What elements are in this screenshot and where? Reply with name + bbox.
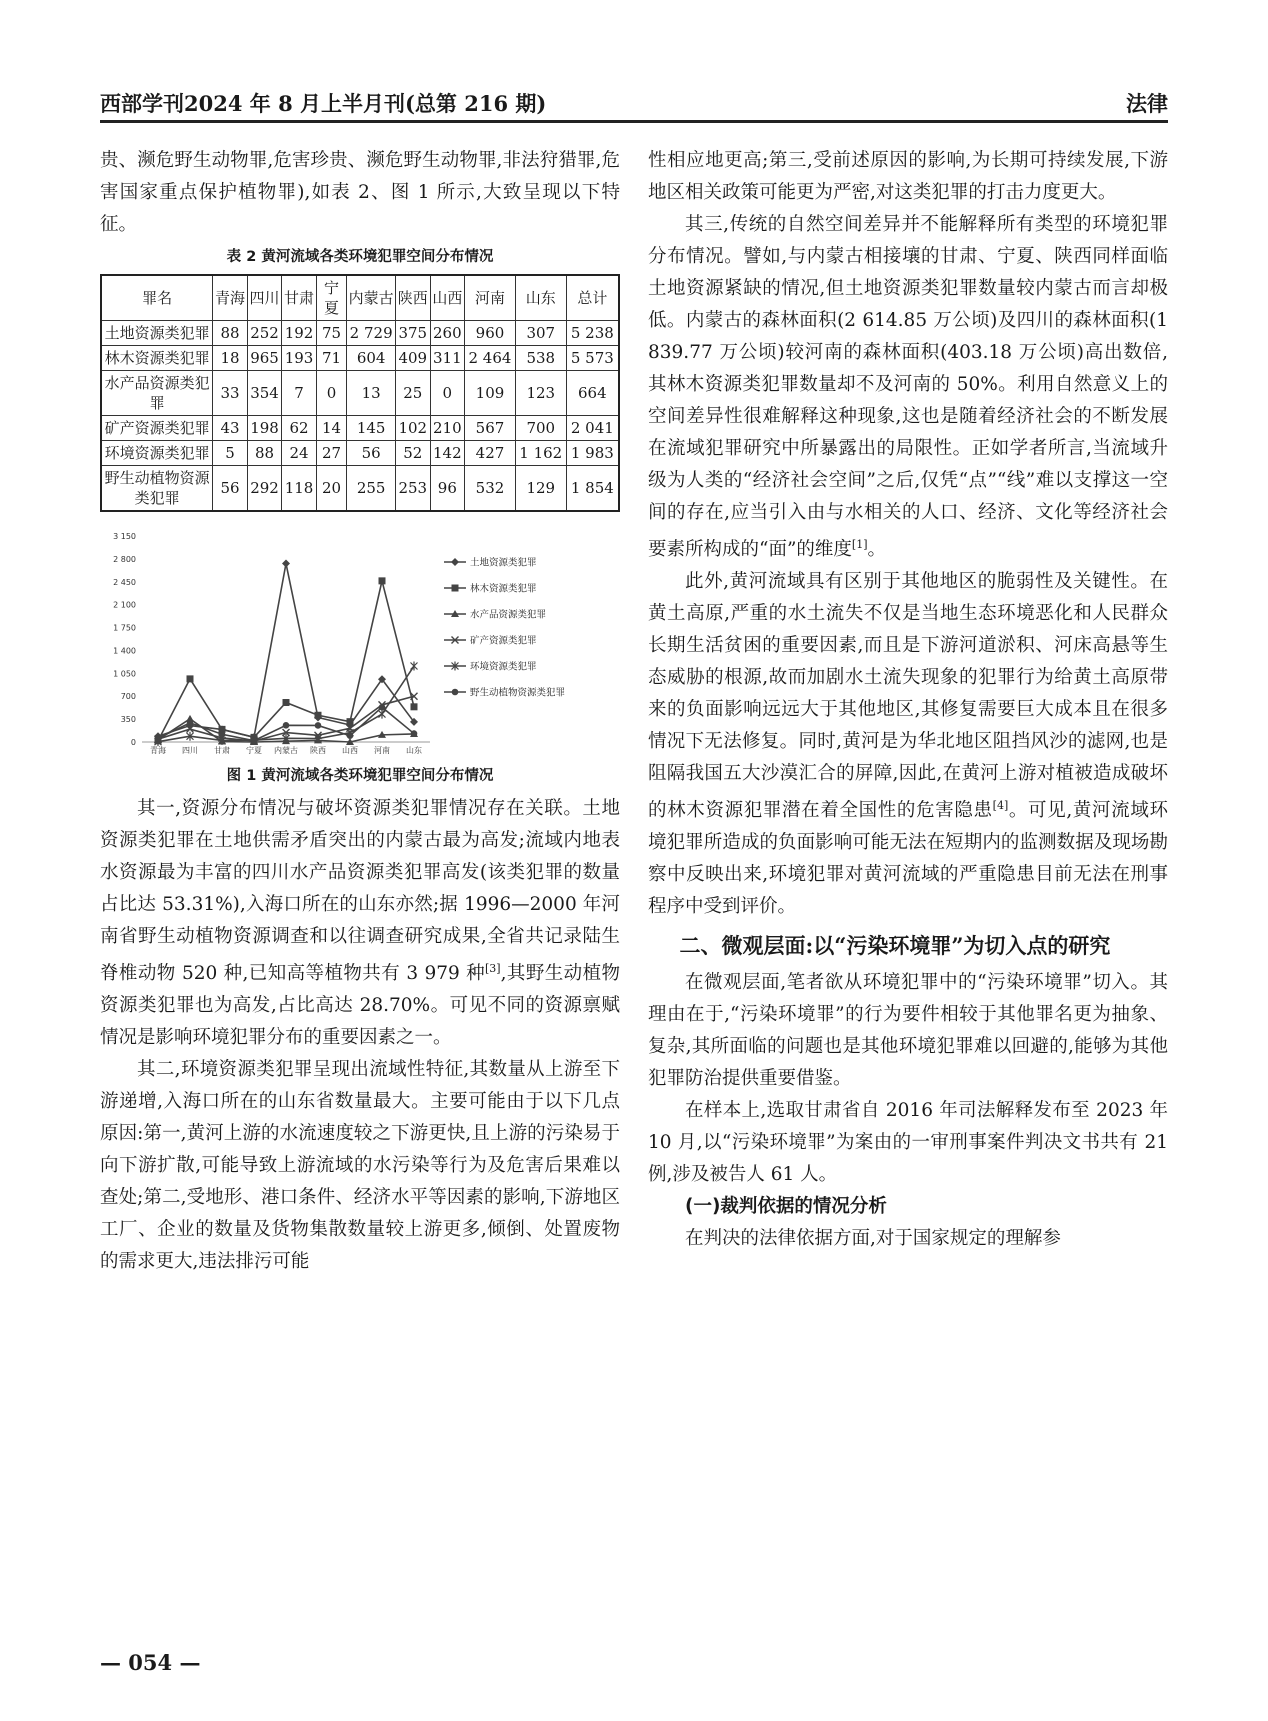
table-row — [101, 321, 619, 346]
right-paragraph-3: 在微观层面,笔者欲从环境犯罪中的“污染环境罪”切入。其理由在于,“污染环境罪”的行为要件相较于其他罪名更为抽象、复杂,其所面临的问题也是其他环境犯罪难以回避的,能够为其他犯罪防治提供重要借鉴。 — [648, 972, 1168, 1090]
table-row — [101, 466, 619, 512]
table-cell: 27 — [316, 441, 346, 466]
x-tick-label: 山西 — [342, 746, 358, 755]
citation-1: [1] — [851, 538, 868, 551]
table-cell: 56 — [213, 466, 248, 512]
table-cell: 71 — [316, 346, 346, 371]
table-cell: 375 — [396, 321, 431, 346]
table-cell: 13 — [347, 371, 396, 416]
y-tick-label: 1 050 — [113, 669, 136, 679]
table-header-cell: 河南 — [465, 275, 516, 321]
table-cell: 260 — [430, 321, 465, 346]
table-row — [101, 371, 619, 416]
table-cell: 664 — [566, 371, 619, 416]
right-paragraph-1-tail: 。 — [867, 539, 887, 561]
header-rule — [100, 120, 1168, 123]
table-cell: 0 — [430, 371, 465, 416]
table-cell: 56 — [347, 441, 396, 466]
table-cell: 700 — [515, 416, 566, 441]
table-header-cell: 甘肃 — [282, 275, 317, 321]
citation-3: [3] — [485, 962, 501, 975]
table-header-cell: 内蒙古 — [347, 275, 396, 321]
table-cell: 18 — [213, 346, 248, 371]
data-point — [347, 732, 354, 739]
data-point — [379, 704, 386, 711]
table-row — [101, 441, 619, 466]
table-cell: 75 — [316, 321, 346, 346]
row-label-cell: 矿产资源类犯罪 — [101, 416, 213, 441]
x-tick-label: 内蒙古 — [274, 746, 298, 755]
data-point — [283, 699, 290, 706]
crime-table — [100, 274, 620, 512]
data-point — [315, 712, 322, 719]
data-point — [411, 703, 418, 710]
data-point — [379, 577, 386, 584]
table-cell: 5 573 — [566, 346, 619, 371]
right-paragraph-2-tail: 。可见,黄河流域环境犯罪所造成的负面影响可能无法在短期内的监测数据及现场勘察中反映出来,环境犯罪对黄河流域的严重隐患目前无法在刑事程序中受到评价。 — [648, 800, 1168, 918]
data-point — [411, 662, 418, 671]
table-cell: 538 — [515, 346, 566, 371]
y-tick-label: 700 — [120, 692, 136, 702]
right-paragraph-2-text: 此外,黄河流域具有区别于其他地区的脆弱性及关键性。在黄土高原,严重的水土流失不仅是当地生态环境恶化和人民群众长期生活贫困的重要因素,而且是下游河道淤积、河床高悬等生态威胁的根源,故而加剧水土流失现象的犯罪行为给黄土高原带来的负面影响远远大于其他地区,其修复需要巨大成本且在很多情况下无法修复。同时,黄河是为华北地区阻挡风沙的滤网,也是阻隔我国五大沙漠汇合的屏障,因此,在黄河上游对植被造成破坏的林木资源犯罪潜在着全国性的危害隐患 — [648, 571, 1168, 822]
left-column — [100, 145, 620, 1278]
table-header-cell: 山西 — [430, 275, 465, 321]
table-cell: 252 — [247, 321, 282, 346]
table-cell: 192 — [282, 321, 317, 346]
journal-title: 西部学刊2024 年 8 月上半月刊(总第 216 期) — [100, 91, 547, 116]
table-cell: 307 — [515, 321, 566, 346]
legend-label: 环境资源类犯罪 — [470, 661, 537, 673]
section-label: 法律 — [1126, 91, 1168, 116]
table-cell: 255 — [347, 466, 396, 512]
data-point — [251, 737, 258, 744]
data-point — [379, 710, 386, 719]
row-label-cell: 环境资源类犯罪 — [101, 441, 213, 466]
table-cell: 142 — [430, 441, 465, 466]
table-cell: 2 729 — [347, 321, 396, 346]
table-cell: 193 — [282, 346, 317, 371]
table-cell: 129 — [515, 466, 566, 512]
table-cell: 427 — [465, 441, 516, 466]
table-header-cell: 青海 — [213, 275, 248, 321]
table-cell: 88 — [247, 441, 282, 466]
data-point — [187, 675, 194, 682]
legend-label: 水产品资源类犯罪 — [470, 609, 547, 621]
table-header-cell: 总计 — [566, 275, 619, 321]
table-cell: 118 — [282, 466, 317, 512]
section-heading: 二、微观层面:以“污染环境罪”为切入点的研究 — [679, 933, 1111, 959]
page-number: — 054 — — [100, 1650, 201, 1675]
right-paragraph-5: 在判决的法律依据方面,对于国家规定的理解参 — [685, 1228, 1061, 1250]
x-tick-label: 四川 — [182, 746, 198, 755]
table-cell: 1 854 — [566, 466, 619, 512]
table-cell: 604 — [347, 346, 396, 371]
y-tick-label: 3 150 — [113, 532, 136, 541]
left-paragraph-1 — [100, 793, 620, 1054]
table-cell: 1 162 — [515, 441, 566, 466]
series-line — [158, 564, 414, 738]
table-cell: 2 041 — [566, 416, 619, 441]
y-tick-label: 0 — [130, 738, 136, 747]
table-cell: 532 — [465, 466, 516, 512]
left-paragraph-0: 贵、濒危野生动物罪,危害珍贵、濒危野生动物罪,非法狩猎罪,危害国家重点保护植物罪),如表 2、图 1 所示,大致呈现以下特征。 — [100, 150, 620, 235]
table-cell: 20 — [316, 466, 346, 512]
series-line — [158, 581, 414, 741]
table-cell: 2 464 — [465, 346, 516, 371]
table-cell: 253 — [396, 466, 431, 512]
y-tick-label: 2 100 — [113, 600, 136, 610]
left-paragraph-2: 其二,环境资源类犯罪呈现出流域性特征,其数量从上游至下游递增,入海口所在的山东省数量最大。主要可能由于以下几点原因:第一,黄河上游的水流速度较之下游更快,且上游的污染易于向下游扩散,可能导致上游流域的水污染等行为及危害后果难以查处;第二,受地形、港口条件、经济水平等因素的影响,下游地区工厂、企业的数量及货物集散数量较上游更多,倾倒、处置废物的需求更大,违法排污可能 — [100, 1059, 620, 1273]
data-point — [187, 720, 194, 727]
table-cell: 96 — [430, 466, 465, 512]
table-cell: 5 — [213, 441, 248, 466]
citation-4: [4] — [992, 799, 1009, 813]
table-header-cell: 陕西 — [396, 275, 431, 321]
legend-label: 野生动植物资源类犯罪 — [470, 687, 566, 699]
table-cell: 409 — [396, 346, 431, 371]
table-cell: 109 — [465, 371, 516, 416]
table-cell: 52 — [396, 441, 431, 466]
right-paragraph-0: 性相应地更高;第三,受前述原因的影响,为长期可持续发展,下游地区相关政策可能更为严密,对这类犯罪的打击力度更大。 — [648, 150, 1168, 203]
table-cell: 123 — [515, 371, 566, 416]
legend-marker — [452, 585, 459, 592]
right-paragraph-2 — [648, 566, 1168, 923]
y-tick-label: 2 450 — [113, 577, 136, 587]
table-header-cell: 四川 — [247, 275, 282, 321]
row-label-cell: 土地资源类犯罪 — [101, 321, 213, 346]
table-cell: 960 — [465, 321, 516, 346]
x-tick-label: 陕西 — [310, 746, 326, 755]
table-header-cell: 山东 — [515, 275, 566, 321]
legend-marker — [451, 558, 459, 566]
table-cell: 102 — [396, 416, 431, 441]
x-tick-label: 宁夏 — [246, 746, 262, 755]
table-header-cell: 罪名 — [101, 275, 213, 321]
table-cell: 33 — [213, 371, 248, 416]
legend-marker — [452, 689, 459, 696]
table-cell: 1 983 — [566, 441, 619, 466]
figure-1 — [100, 522, 620, 760]
right-paragraph-4: 在样本上,选取甘肃省自 2016 年司法解释发布至 2023 年 10 月,以“污染环境罪”为案由的一审刑事案件判决文书共有 21 例,涉及被告人 61 人。 — [648, 1100, 1168, 1186]
table-cell: 25 — [396, 371, 431, 416]
right-paragraph-1-text: 其三,传统的自然空间差异并不能解释所有类型的环境犯罪分布情况。譬如,与内蒙古相接壤的甘肃、宁夏、陕西同样面临土地资源紧缺的情况,但土地资源类犯罪数量较内蒙古而言却极低。内蒙古的森林面积(2 614.85 万公顷)及四川的森林面积(1 839.77 万公顷)较河南的森林面积(403.18 万公顷)高出数倍,其林木资源类犯罪数量却不及河南的 50%。利用自然意义上的空间差异性很难解释这种现象,这也是随着经济社会的不断发展在流域犯罪研究中所暴露出的局限性。正如学者所言,当流域升级为人类的“经济社会空间”之后,仅凭“点”“线”难以支撑这一空间的存在,应当引入由与水相关的人口、经济、文化等经济社会要素所构成的“面”的维度 — [648, 214, 1168, 561]
data-point — [315, 722, 322, 729]
data-point — [411, 730, 418, 737]
subsection-heading: (一)裁判依据的情况分析 — [685, 1196, 887, 1218]
table-cell: 198 — [247, 416, 282, 441]
table-cell: 292 — [247, 466, 282, 512]
left-paragraph-1-text: 其一,资源分布情况与破坏资源类犯罪情况存在关联。土地资源类犯罪在土地供需矛盾突出的内蒙古最为高发;流域内地表水资源最为丰富的四川水产品资源类犯罪高发(该类犯罪的数量占比达 53.31%),入海口所在的山东亦然;据 1996—2000 年河南省野生动植物资源调查和以往调查研究成果,全省共记录陆生脊椎动物 520 种,已知高等植物共有 3 979 种 — [100, 798, 620, 985]
legend-label: 矿产资源类犯罪 — [470, 635, 537, 647]
right-paragraph-1 — [648, 209, 1168, 566]
legend-label: 林木资源类犯罪 — [470, 583, 537, 595]
x-tick-label: 甘肃 — [214, 746, 230, 755]
table-cell: 5 238 — [566, 321, 619, 346]
figure-caption: 图 1 黄河流域各类环境犯罪空间分布情况 — [226, 768, 494, 784]
table-cell: 567 — [465, 416, 516, 441]
data-point — [283, 722, 290, 729]
x-tick-label: 青海 — [150, 746, 166, 755]
table-cell: 965 — [247, 346, 282, 371]
data-point — [347, 718, 354, 725]
legend-label: 土地资源类犯罪 — [470, 557, 537, 569]
data-point — [155, 735, 162, 742]
table-cell: 88 — [213, 321, 248, 346]
table-cell: 7 — [282, 371, 317, 416]
table-row — [101, 416, 619, 441]
table-cell: 311 — [430, 346, 465, 371]
table-row — [101, 346, 619, 371]
y-tick-label: 2 800 — [113, 554, 136, 564]
page-header — [100, 88, 1168, 124]
y-tick-label: 1 750 — [113, 623, 136, 633]
table-cell: 354 — [247, 371, 282, 416]
row-label-cell: 野生动植物资源类犯罪 — [101, 466, 213, 512]
table-cell: 24 — [282, 441, 317, 466]
y-tick-label: 1 400 — [113, 646, 136, 656]
right-column — [648, 145, 1168, 1255]
table-header-row — [101, 275, 619, 321]
row-label-cell: 林木资源类犯罪 — [101, 346, 213, 371]
table-caption: 表 2 黄河流域各类环境犯罪空间分布情况 — [226, 249, 494, 265]
table-header-cell: 宁夏 — [316, 275, 346, 321]
table-cell: 14 — [316, 416, 346, 441]
table-body — [101, 321, 619, 512]
line-chart — [100, 522, 620, 760]
table-cell: 145 — [347, 416, 396, 441]
x-tick-label: 山东 — [406, 746, 422, 755]
table-cell: 0 — [316, 371, 346, 416]
table-cell: 62 — [282, 416, 317, 441]
table-cell: 210 — [430, 416, 465, 441]
left-paragraph-1-tail: ,其野生动植物资源类犯罪也为高发,占比高达 28.70%。可见不同的资源禀赋情况是影响环境犯罪分布的重要因素之一。 — [100, 963, 620, 1049]
table-cell: 43 — [213, 416, 248, 441]
data-point — [282, 560, 290, 568]
x-tick-label: 河南 — [374, 746, 390, 755]
y-tick-label: 350 — [120, 715, 136, 725]
row-label-cell: 水产品资源类犯罪 — [101, 371, 213, 416]
data-point — [219, 731, 226, 738]
